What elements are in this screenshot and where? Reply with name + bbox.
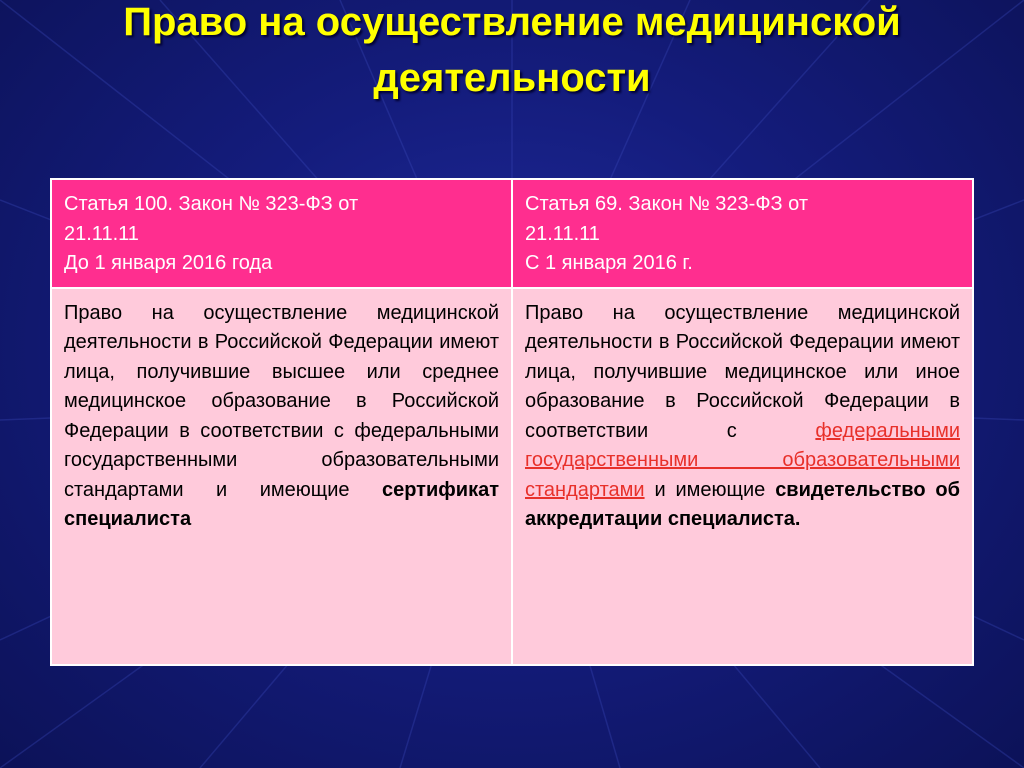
header-article-69-line-3: С 1 января 2016 г. bbox=[525, 252, 693, 274]
article-69-bold-term: свидетельство об аккредитации специалиста. bbox=[525, 478, 960, 530]
header-article-100-line-1: Статья 100. Закон № 323-ФЗ от bbox=[64, 193, 359, 215]
header-cell-article-100 bbox=[51, 179, 512, 288]
header-article-69-line-2: 21.11.11 bbox=[525, 222, 600, 245]
body-cell-article-100 bbox=[51, 288, 512, 665]
header-article-100-line-3: До 1 января 2016 года bbox=[64, 252, 273, 274]
table-header-row bbox=[51, 179, 973, 288]
article-100-text: Право на осуществление медицинской деятельности в Российской Федерации имеют лица, получившие высшее или среднее медицинское образование в Российской Федерации в соответствии с федеральными государственными образовательными стандартами и имеющие bbox=[64, 301, 499, 501]
article-69-text-2: и имеющие bbox=[644, 478, 776, 501]
body-cell-article-69 bbox=[512, 288, 973, 665]
comparison-table bbox=[50, 178, 974, 666]
standards-link[interactable]: федеральными государственными образовательными стандартами bbox=[525, 419, 960, 501]
article-69-text: Право на осуществление медицинской деятельности в Российской Федерации имеют лица, получившие медицинское или иное образование в Российской Федерации в соответствии с bbox=[525, 301, 960, 442]
slide-title-line-2: деятельности bbox=[373, 56, 651, 100]
header-cell-article-69 bbox=[512, 179, 973, 288]
slide-title-line-1: Право на осуществление медицинской bbox=[123, 0, 901, 44]
article-100-bold-term: сертификат специалиста bbox=[64, 478, 499, 530]
table-body-row bbox=[51, 288, 973, 665]
header-article-100-line-2: 21.11.11 bbox=[64, 222, 139, 245]
header-article-69-line-1: Статья 69. Закон № 323-ФЗ от bbox=[525, 193, 809, 215]
slide-title bbox=[0, 0, 1024, 106]
